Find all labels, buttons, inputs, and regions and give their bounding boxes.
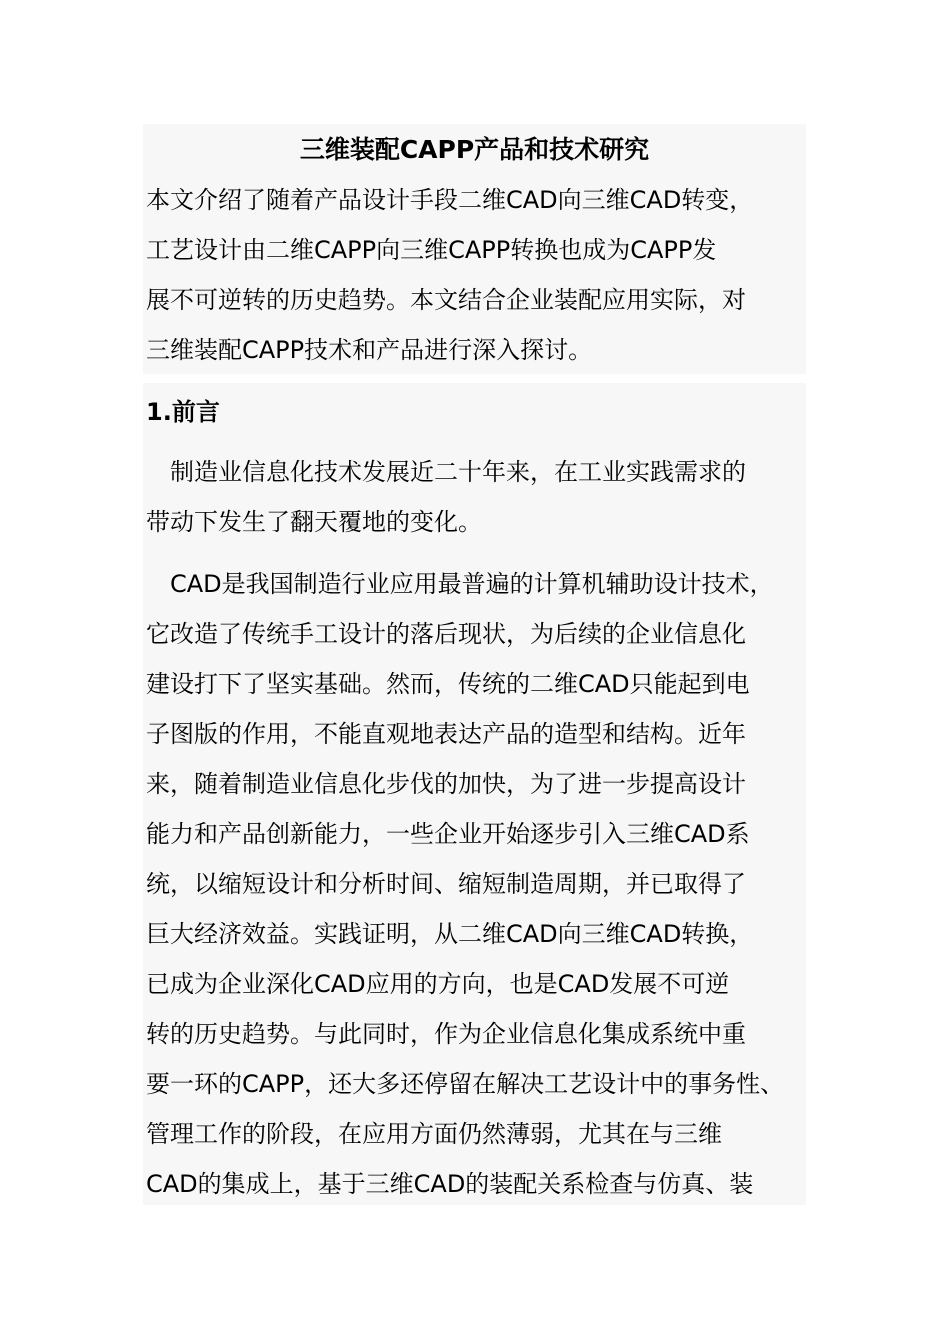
section-heading: 1.前言: [146, 398, 220, 426]
paragraph-line: 统，以缩短设计和分析时间、缩短制造周期，并已取得了: [146, 870, 746, 898]
paragraph-line: 制造业信息化技术发展近二十年来，在工业实践需求的: [146, 458, 746, 486]
document-title: 三维装配CAPP产品和技术研究: [299, 135, 650, 164]
paragraph-line: 管理工作的阶段，在应用方面仍然薄弱，尤其在与三维: [146, 1120, 722, 1148]
abstract-line: 三维装配CAPP技术和产品进行深入探讨。: [146, 336, 593, 364]
paragraph-line: CAD是我国制造行业应用最普遍的计算机辅助设计技术，: [146, 570, 774, 598]
paragraph-line: 巨大经济效益。实践证明，从二维CAD向三维CAD转换，: [146, 920, 754, 948]
paragraph-line: 带动下发生了翻天覆地的变化。: [146, 508, 482, 536]
paragraph-line: 来，随着制造业信息化步伐的加快，为了进一步提高设计: [146, 770, 746, 798]
paragraph-line: 已成为企业深化CAD应用的方向，也是CAD发展不可逆: [146, 970, 730, 998]
abstract-line: 展不可逆转的历史趋势。本文结合企业装配应用实际，对: [146, 286, 746, 314]
body-block: [143, 383, 806, 1205]
abstract-line: 工艺设计由二维CAPP向三维CAPP转换也成为CAPP发: [146, 236, 717, 264]
paragraph-line: CAD的集成上，基于三维CAD的装配关系检查与仿真、装: [146, 1170, 754, 1198]
paragraph-line: 能力和产品创新能力，一些企业开始逐步引入三维CAD系: [146, 820, 750, 848]
paragraph-line: 建设打下了坚实基础。然而，传统的二维CAD只能起到电: [146, 670, 750, 698]
paragraph-line: 要一环的CAPP，还大多还停留在解决工艺设计中的事务性、: [146, 1070, 785, 1098]
abstract-line: 本文介绍了随着产品设计手段二维CAD向三维CAD转变，: [146, 186, 754, 214]
paragraph-line: 它改造了传统手工设计的落后现状，为后续的企业信息化: [146, 620, 746, 648]
paragraph-line: 子图版的作用，不能直观地表达产品的造型和结构。近年: [146, 720, 746, 748]
abstract-block: [143, 124, 806, 374]
paragraph-line: 转的历史趋势。与此同时，作为企业信息化集成系统中重: [146, 1020, 746, 1048]
